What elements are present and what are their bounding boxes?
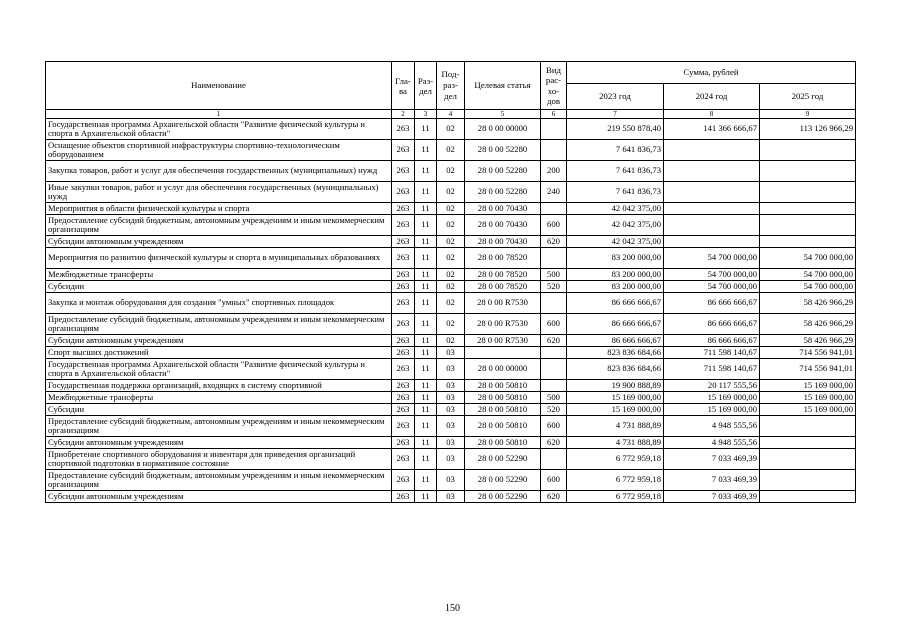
table-row [46, 404, 856, 416]
cell-podrazdel: 02 [437, 314, 465, 335]
cell-glava: 263 [392, 416, 415, 437]
cell-podrazdel: 02 [437, 248, 465, 269]
header-glava: Гла-ва [392, 62, 415, 110]
cell-2025: 15 169 000,00 [760, 380, 856, 392]
cell-name: Субсидии [46, 404, 392, 416]
cell-razdel: 11 [415, 293, 437, 314]
cell-name: Предоставление субсидий бюджетным, автономным учреждениям и иным некоммерческим организациям [46, 314, 392, 335]
column-number: 5 [465, 110, 541, 119]
table-row [46, 203, 856, 215]
cell-2024: 711 598 140,67 [664, 347, 760, 359]
cell-2023: 83 200 000,00 [567, 248, 664, 269]
cell-target: 28 0 00 00000 [465, 119, 541, 140]
cell-2025 [760, 140, 856, 161]
cell-2025 [760, 470, 856, 491]
header-vid: Вид рас-хо-дов [541, 62, 567, 110]
cell-razdel: 11 [415, 182, 437, 203]
header-razdel: Раз-дел [415, 62, 437, 110]
cell-razdel: 11 [415, 314, 437, 335]
cell-glava: 263 [392, 314, 415, 335]
cell-vid: 600 [541, 215, 567, 236]
cell-name: Субсидии автономным учреждениям [46, 335, 392, 347]
cell-target: 28 0 00 52280 [465, 140, 541, 161]
cell-2024: 86 666 666,67 [664, 314, 760, 335]
cell-2025 [760, 236, 856, 248]
cell-2024: 15 169 000,00 [664, 392, 760, 404]
cell-2023: 83 200 000,00 [567, 281, 664, 293]
header-target: Целевая статья [465, 62, 541, 110]
cell-2024: 4 948 555,56 [664, 416, 760, 437]
cell-2023: 823 836 684,66 [567, 347, 664, 359]
cell-vid: 620 [541, 236, 567, 248]
cell-2024: 54 700 000,00 [664, 281, 760, 293]
cell-2024 [664, 215, 760, 236]
cell-glava: 263 [392, 491, 415, 503]
cell-glava: 263 [392, 293, 415, 314]
cell-2023: 15 169 000,00 [567, 392, 664, 404]
cell-razdel: 11 [415, 416, 437, 437]
column-number: 7 [567, 110, 664, 119]
cell-2023: 219 550 878,40 [567, 119, 664, 140]
header-sum: Сумма, рублей [567, 62, 856, 84]
cell-2024 [664, 140, 760, 161]
table-row [46, 140, 856, 161]
column-number-row [46, 110, 856, 119]
cell-razdel: 11 [415, 269, 437, 281]
cell-podrazdel: 02 [437, 293, 465, 314]
cell-podrazdel: 03 [437, 392, 465, 404]
cell-vid [541, 380, 567, 392]
cell-2024: 86 666 666,67 [664, 335, 760, 347]
cell-2023: 7 641 836,73 [567, 161, 664, 182]
table-row [46, 182, 856, 203]
cell-vid: 620 [541, 335, 567, 347]
cell-razdel: 11 [415, 119, 437, 140]
cell-podrazdel: 03 [437, 416, 465, 437]
cell-target: 28 0 00 50810 [465, 416, 541, 437]
cell-vid [541, 449, 567, 470]
column-number: 2 [392, 110, 415, 119]
cell-razdel: 11 [415, 236, 437, 248]
cell-name: Спорт высших достижений [46, 347, 392, 359]
cell-razdel: 11 [415, 359, 437, 380]
cell-podrazdel: 02 [437, 215, 465, 236]
cell-2024: 54 700 000,00 [664, 248, 760, 269]
page-number: 150 [445, 603, 460, 614]
cell-target [465, 347, 541, 359]
cell-name: Государственная программа Архангельской области "Развитие физической культуры и спорта в Архангельской области" [46, 359, 392, 380]
cell-glava: 263 [392, 335, 415, 347]
header-2023: 2023 год [567, 84, 664, 110]
cell-2024 [664, 203, 760, 215]
table-row [46, 449, 856, 470]
cell-target: 28 0 00 52290 [465, 449, 541, 470]
cell-glava: 263 [392, 236, 415, 248]
cell-name: Субсидии автономным учреждениям [46, 236, 392, 248]
cell-podrazdel: 03 [437, 470, 465, 491]
cell-target: 28 0 00 R7530 [465, 314, 541, 335]
table-row [46, 293, 856, 314]
table-row [46, 281, 856, 293]
cell-vid [541, 140, 567, 161]
cell-glava: 263 [392, 347, 415, 359]
cell-2025: 54 700 000,00 [760, 248, 856, 269]
cell-razdel: 11 [415, 437, 437, 449]
cell-glava: 263 [392, 269, 415, 281]
cell-vid: 520 [541, 404, 567, 416]
cell-glava: 263 [392, 404, 415, 416]
cell-2023: 15 169 000,00 [567, 404, 664, 416]
cell-razdel: 11 [415, 347, 437, 359]
cell-glava: 263 [392, 161, 415, 182]
cell-2025 [760, 437, 856, 449]
cell-2023: 42 042 375,00 [567, 203, 664, 215]
table-row [46, 359, 856, 380]
cell-podrazdel: 03 [437, 437, 465, 449]
cell-glava: 263 [392, 470, 415, 491]
cell-target: 28 0 00 52280 [465, 182, 541, 203]
table-row [46, 380, 856, 392]
cell-target: 28 0 00 78520 [465, 248, 541, 269]
cell-vid: 500 [541, 392, 567, 404]
cell-vid [541, 347, 567, 359]
cell-2023: 823 836 684,66 [567, 359, 664, 380]
cell-glava: 263 [392, 380, 415, 392]
cell-vid: 240 [541, 182, 567, 203]
cell-razdel: 11 [415, 215, 437, 236]
cell-glava: 263 [392, 437, 415, 449]
table-row [46, 119, 856, 140]
cell-2025: 714 556 941,01 [760, 347, 856, 359]
cell-target: 28 0 00 78520 [465, 269, 541, 281]
cell-glava: 263 [392, 140, 415, 161]
cell-2023: 6 772 959,18 [567, 470, 664, 491]
cell-target: 28 0 00 78520 [465, 281, 541, 293]
cell-vid: 620 [541, 491, 567, 503]
cell-target: 28 0 00 50810 [465, 437, 541, 449]
cell-vid: 520 [541, 281, 567, 293]
cell-2025 [760, 215, 856, 236]
cell-name: Мероприятия в области физической культуры и спорта [46, 203, 392, 215]
cell-2024: 15 169 000,00 [664, 404, 760, 416]
cell-glava: 263 [392, 203, 415, 215]
header-2024: 2024 год [664, 84, 760, 110]
cell-2023: 7 641 836,73 [567, 140, 664, 161]
table-row [46, 236, 856, 248]
cell-target: 28 0 00 00000 [465, 359, 541, 380]
cell-podrazdel: 02 [437, 161, 465, 182]
cell-podrazdel: 02 [437, 182, 465, 203]
cell-target: 28 0 00 50810 [465, 404, 541, 416]
header-name: Наименование [46, 62, 392, 110]
table-row [46, 392, 856, 404]
cell-name: Закупка товаров, работ и услуг для обеспечения государственных (муниципальных) нужд [46, 161, 392, 182]
cell-2023: 4 731 888,89 [567, 437, 664, 449]
cell-2025 [760, 203, 856, 215]
cell-podrazdel: 03 [437, 404, 465, 416]
cell-2024 [664, 161, 760, 182]
cell-vid [541, 119, 567, 140]
cell-vid [541, 293, 567, 314]
cell-2024 [664, 236, 760, 248]
cell-vid: 600 [541, 470, 567, 491]
budget-table [45, 61, 856, 503]
cell-podrazdel: 02 [437, 236, 465, 248]
table-body [46, 119, 856, 503]
cell-2023: 86 666 666,67 [567, 335, 664, 347]
table-row [46, 491, 856, 503]
cell-2025: 15 169 000,00 [760, 392, 856, 404]
cell-2023: 86 666 666,67 [567, 293, 664, 314]
cell-2025: 58 426 966,29 [760, 335, 856, 347]
cell-2024: 7 033 469,39 [664, 449, 760, 470]
cell-2025 [760, 416, 856, 437]
cell-name: Мероприятия по развитию физической культуры и спорта в муниципальных образованиях [46, 248, 392, 269]
cell-podrazdel: 02 [437, 140, 465, 161]
cell-name: Закупка и монтаж оборудования для создания "умных" спортивных площадок [46, 293, 392, 314]
cell-2025 [760, 161, 856, 182]
cell-target: 28 0 00 50810 [465, 380, 541, 392]
cell-razdel: 11 [415, 335, 437, 347]
cell-2025: 58 426 966,29 [760, 314, 856, 335]
cell-2024: 20 117 555,56 [664, 380, 760, 392]
cell-name: Государственная программа Архангельской области "Развитие физической культуры и спорта в Архангельской области" [46, 119, 392, 140]
table-row [46, 470, 856, 491]
cell-podrazdel: 02 [437, 119, 465, 140]
table-row [46, 416, 856, 437]
column-number: 9 [760, 110, 856, 119]
cell-2025 [760, 182, 856, 203]
cell-2023: 6 772 959,18 [567, 491, 664, 503]
cell-razdel: 11 [415, 203, 437, 215]
cell-podrazdel: 03 [437, 347, 465, 359]
table-row [46, 215, 856, 236]
cell-2024: 711 598 140,67 [664, 359, 760, 380]
cell-2024: 86 666 666,67 [664, 293, 760, 314]
cell-name: Предоставление субсидий бюджетным, автономным учреждениям и иным некоммерческим организациям [46, 416, 392, 437]
cell-glava: 263 [392, 119, 415, 140]
cell-glava: 263 [392, 182, 415, 203]
cell-2025: 54 700 000,00 [760, 269, 856, 281]
cell-podrazdel: 03 [437, 380, 465, 392]
cell-vid: 620 [541, 437, 567, 449]
cell-2025: 54 700 000,00 [760, 281, 856, 293]
cell-name: Межбюджетные трансферты [46, 269, 392, 281]
cell-razdel: 11 [415, 470, 437, 491]
cell-podrazdel: 02 [437, 269, 465, 281]
cell-2023: 19 900 888,89 [567, 380, 664, 392]
table-row [46, 347, 856, 359]
cell-2024: 141 366 666,67 [664, 119, 760, 140]
table-row [46, 437, 856, 449]
cell-vid: 200 [541, 161, 567, 182]
cell-name: Предоставление субсидий бюджетным, автономным учреждениям и иным некоммерческим организациям [46, 215, 392, 236]
cell-razdel: 11 [415, 404, 437, 416]
cell-2025: 15 169 000,00 [760, 404, 856, 416]
cell-razdel: 11 [415, 491, 437, 503]
cell-2023: 83 200 000,00 [567, 269, 664, 281]
cell-vid [541, 359, 567, 380]
cell-target: 28 0 00 R7530 [465, 335, 541, 347]
cell-glava: 263 [392, 359, 415, 380]
cell-glava: 263 [392, 215, 415, 236]
cell-podrazdel: 02 [437, 203, 465, 215]
cell-name: Предоставление субсидий бюджетным, автономным учреждениям и иным некоммерческим организациям [46, 470, 392, 491]
cell-2023: 86 666 666,67 [567, 314, 664, 335]
column-number: 1 [46, 110, 392, 119]
cell-2025: 113 126 966,29 [760, 119, 856, 140]
cell-target: 28 0 00 70430 [465, 203, 541, 215]
cell-glava: 263 [392, 449, 415, 470]
cell-2023: 42 042 375,00 [567, 236, 664, 248]
cell-2023: 4 731 888,89 [567, 416, 664, 437]
column-number: 6 [541, 110, 567, 119]
cell-podrazdel: 03 [437, 359, 465, 380]
cell-2023: 6 772 959,18 [567, 449, 664, 470]
cell-name: Межбюджетные трансферты [46, 392, 392, 404]
cell-razdel: 11 [415, 281, 437, 293]
cell-podrazdel: 02 [437, 335, 465, 347]
cell-name: Иные закупки товаров, работ и услуг для обеспечения государственных (муниципальных) нужд [46, 182, 392, 203]
cell-2024 [664, 182, 760, 203]
cell-razdel: 11 [415, 380, 437, 392]
cell-2023: 7 641 836,73 [567, 182, 664, 203]
cell-vid: 600 [541, 416, 567, 437]
cell-2024: 4 948 555,56 [664, 437, 760, 449]
cell-glava: 263 [392, 392, 415, 404]
cell-razdel: 11 [415, 449, 437, 470]
cell-razdel: 11 [415, 248, 437, 269]
cell-target: 28 0 00 52280 [465, 161, 541, 182]
table-row [46, 269, 856, 281]
cell-target: 28 0 00 52290 [465, 491, 541, 503]
cell-target: 28 0 00 70430 [465, 215, 541, 236]
cell-target: 28 0 00 R7530 [465, 293, 541, 314]
header-podrazdel: Под-раз-дел [437, 62, 465, 110]
cell-name: Субсидии автономным учреждениям [46, 437, 392, 449]
cell-razdel: 11 [415, 161, 437, 182]
column-number: 8 [664, 110, 760, 119]
cell-podrazdel: 03 [437, 491, 465, 503]
cell-podrazdel: 02 [437, 281, 465, 293]
cell-glava: 263 [392, 248, 415, 269]
cell-podrazdel: 03 [437, 449, 465, 470]
cell-target: 28 0 00 52290 [465, 470, 541, 491]
table-row [46, 161, 856, 182]
cell-2023: 42 042 375,00 [567, 215, 664, 236]
cell-vid: 600 [541, 314, 567, 335]
cell-2024: 7 033 469,39 [664, 491, 760, 503]
cell-vid [541, 203, 567, 215]
cell-2025: 714 556 941,01 [760, 359, 856, 380]
cell-2024: 54 700 000,00 [664, 269, 760, 281]
table-row [46, 248, 856, 269]
column-number: 4 [437, 110, 465, 119]
cell-glava: 263 [392, 281, 415, 293]
header-2025: 2025 год [760, 84, 856, 110]
cell-target: 28 0 00 70430 [465, 236, 541, 248]
cell-name: Субсидии автономным учреждениям [46, 491, 392, 503]
cell-2025 [760, 491, 856, 503]
cell-name: Государственная поддержка организаций, входящих в систему спортивной [46, 380, 392, 392]
table-row [46, 314, 856, 335]
cell-name: Приобретение спортивного оборудования и инвентаря для приведения организаций спортивной подготовки в нормативное состояние [46, 449, 392, 470]
cell-name: Субсидии [46, 281, 392, 293]
cell-razdel: 11 [415, 140, 437, 161]
table-row [46, 335, 856, 347]
cell-name: Оснащение объектов спортивной инфраструктуры спортивно-технологическим оборудованием [46, 140, 392, 161]
cell-target: 28 0 00 50810 [465, 392, 541, 404]
cell-vid [541, 248, 567, 269]
column-number: 3 [415, 110, 437, 119]
cell-2024: 7 033 469,39 [664, 470, 760, 491]
cell-vid: 500 [541, 269, 567, 281]
cell-razdel: 11 [415, 392, 437, 404]
cell-2025: 58 426 966,29 [760, 293, 856, 314]
cell-2025 [760, 449, 856, 470]
